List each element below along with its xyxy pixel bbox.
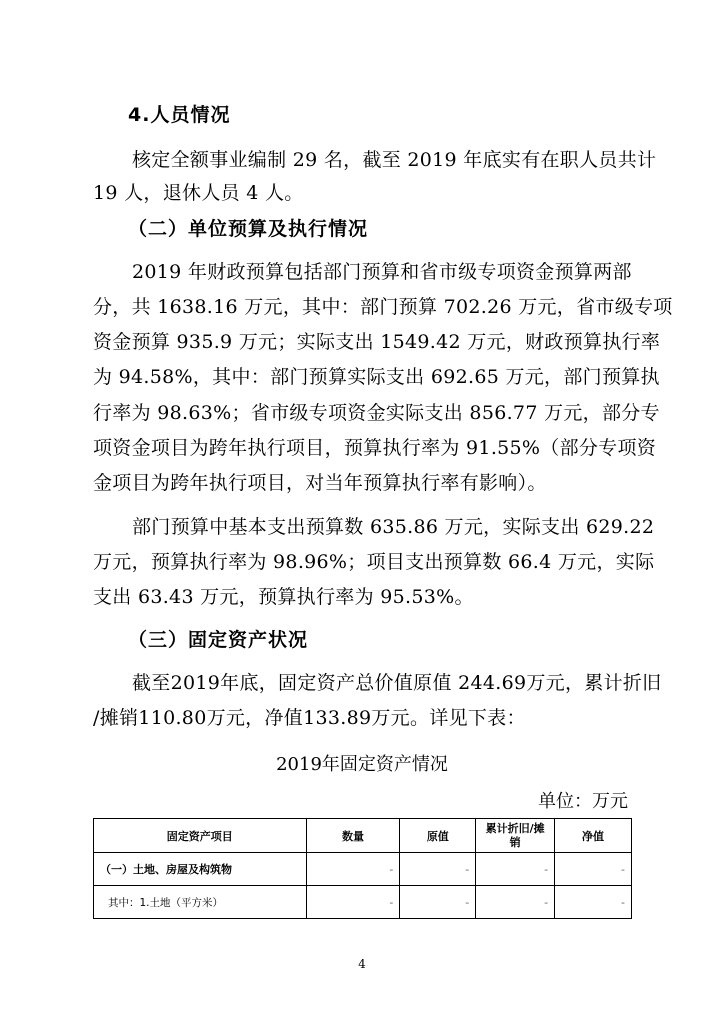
table-cell: - bbox=[555, 853, 632, 886]
paragraph-line: 为 94.58%，其中：部门预算实际支出 692.65 万元，部门预算执 bbox=[93, 366, 660, 388]
paragraph-line: 截至2019年底，固定资产总价值原值 244.69万元，累计折旧 bbox=[132, 672, 662, 694]
table-cell: - bbox=[306, 853, 400, 886]
paragraph-line: 2019 年财政预算包括部门预算和省市级专项资金预算两部 bbox=[132, 261, 632, 283]
paragraph-line: 金项目为跨年执行项目，对当年预算执行率有影响）。 bbox=[93, 472, 547, 494]
table-cell: 其中：1.土地（平方米） bbox=[94, 886, 307, 919]
paragraph-line: 行率为 98.63%；省市级专项资金实际支出 856.77 万元，部分专 bbox=[93, 402, 660, 424]
page-number: 4 bbox=[358, 957, 366, 971]
section-heading-staff: 4.人员情况 bbox=[128, 104, 231, 126]
section-heading-budget: （二）单位预算及执行情况 bbox=[128, 218, 369, 240]
paragraph-line: 核定全额事业编制 29 名，截至 2019 年底实有在职人员共计 bbox=[132, 149, 657, 171]
paragraph-line: 项资金项目为跨年执行项目，预算执行率为 91.55%（部分专项资 bbox=[93, 437, 657, 459]
column-header: 累计折旧/摊销 bbox=[476, 819, 555, 853]
column-header: 原值 bbox=[400, 819, 476, 853]
fixed-assets-table bbox=[93, 818, 632, 919]
column-header: 固定资产项目 bbox=[94, 819, 307, 853]
table-cell: - bbox=[476, 853, 555, 886]
table-unit-label: 单位：万元 bbox=[538, 791, 628, 812]
table-caption: 2019年固定资产情况 bbox=[276, 754, 448, 775]
paragraph-line: 万元，预算执行率为 98.96%；项目支出预算数 66.4 万元，实际 bbox=[93, 551, 655, 573]
section-heading-assets: （三）固定资产状况 bbox=[128, 629, 309, 651]
table-row bbox=[94, 853, 632, 886]
table-row bbox=[94, 886, 632, 919]
table-cell: - bbox=[555, 886, 632, 919]
table-cell: - bbox=[400, 853, 476, 886]
paragraph-line: 资金预算 935.9 万元；实际支出 1549.42 万元，财政预算执行率 bbox=[93, 331, 661, 353]
table-cell: - bbox=[400, 886, 476, 919]
paragraph-line: 部门预算中基本支出预算数 635.86 万元，实际支出 629.22 bbox=[132, 516, 655, 538]
table-cell: - bbox=[476, 886, 555, 919]
paragraph-line: 分，共 1638.16 万元，其中：部门预算 702.26 万元，省市级专项 bbox=[93, 296, 673, 318]
column-header: 数量 bbox=[306, 819, 400, 853]
column-header: 净值 bbox=[555, 819, 632, 853]
table-cell: - bbox=[306, 886, 400, 919]
table-cell: （一）土地、房屋及构筑物 bbox=[94, 853, 307, 886]
paragraph-line: /摊销110.80万元，净值133.89万元。详见下表： bbox=[93, 707, 526, 729]
paragraph-line: 支出 63.43 万元，预算执行率为 95.53%。 bbox=[93, 586, 474, 608]
table-header-row bbox=[94, 819, 632, 853]
paragraph-line: 19 人，退休人员 4 人。 bbox=[93, 182, 304, 204]
